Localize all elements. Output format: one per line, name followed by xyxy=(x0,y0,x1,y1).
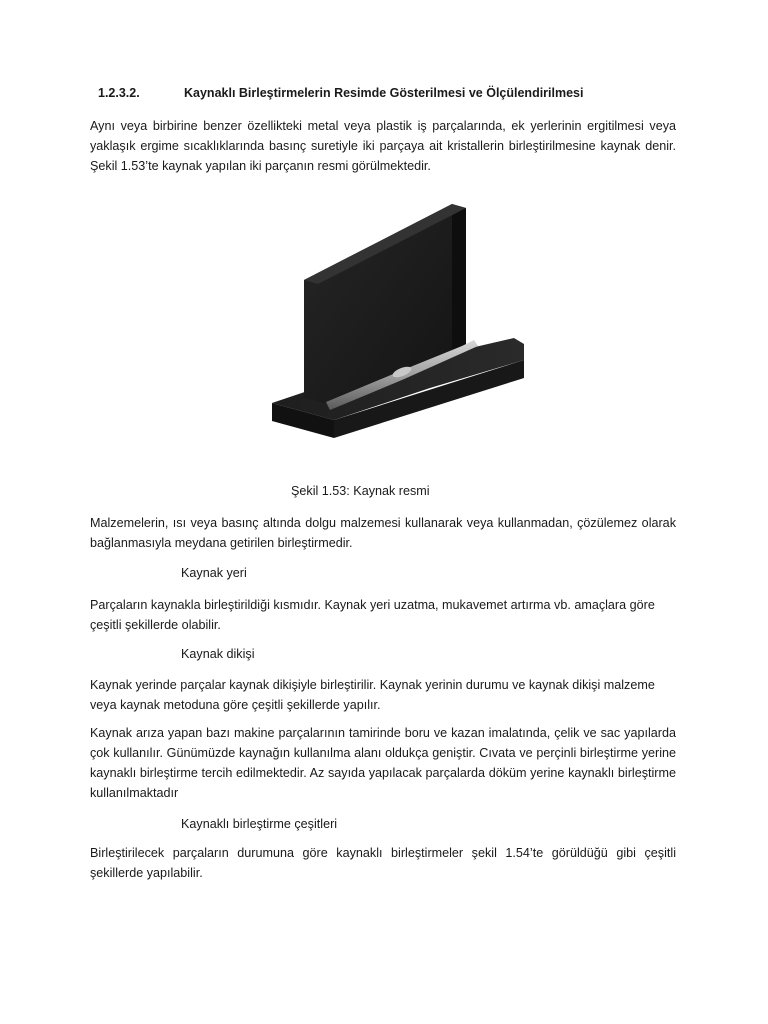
section-heading xyxy=(98,86,698,100)
section-number: 1.2.3.2. xyxy=(98,86,140,100)
section-title: Kaynaklı Birleştirmelerin Resimde Gösterilmesi ve Ölçülendirilmesi xyxy=(184,86,584,100)
intro-paragraph: Aynı veya birbirine benzer özellikteki metal veya plastik iş parçalarında, ek yerlerinin ergitilmesi veya yaklaşık ergime sıcaklıklarında basınç suretiyle iki parçaya ait kristallerin birleştirilmesine kaynak denir. Şekil 1.53’te kaynak yapılan iki parçanın resmi görülmektedir. xyxy=(90,119,676,173)
vertical-plate-side xyxy=(452,204,466,352)
welded-plates-illustration xyxy=(262,198,528,456)
types-paragraph: Birleştirilecek parçaların durumuna göre kaynaklı birleştirmeler şekil 1.54’te görüldüğü gibi çeşitli şekillerde yapılabilir. xyxy=(90,846,676,880)
kaynak-dikisi-paragraph: Kaynak yerinde parçalar kaynak dikişiyle birleştirilir. Kaynak yerinin durumu ve kaynak dikişi malzeme veya kaynak metoduna göre çeşitli şekillerde yapılır. xyxy=(90,678,655,712)
weld-figure xyxy=(262,198,528,456)
subheading-cesitleri: Kaynaklı birleştirme çeşitleri xyxy=(181,817,338,831)
definition-paragraph: Malzemelerin, ısı veya basınç altında dolgu malzemesi kullanarak veya kullanmadan, çözülemez olarak bağlanmasıyla meydana getirilen birleştirmedir. xyxy=(90,516,676,550)
usage-paragraph: Kaynak arıza yapan bazı makine parçalarının tamirinde boru ve kazan imalatında, çelik ve sac yapılarda çok kullanılır. Günümüzde kaynağın kullanılma alanı oldukça geniştir. Cıvata ve perçinli birleştirme yerine kaynaklı birleştirme tercih edilmektedir. Az sayıda yapılacak parçalarda döküm yerine kaynaklı birleştirme kullanılmaktadır xyxy=(90,726,676,800)
kaynak-yeri-paragraph: Parçaların kaynakla birleştirildiği kısmıdır. Kaynak yeri uzatma, mukavemet artırma vb. amaçlara göre çeşitli şekillerde olabilir. xyxy=(90,598,655,632)
figure-caption: Şekil 1.53: Kaynak resmi xyxy=(291,484,430,498)
subheading-kaynak-dikisi: Kaynak dikişi xyxy=(181,647,255,661)
subheading-kaynak-yeri: Kaynak yeri xyxy=(181,566,247,580)
